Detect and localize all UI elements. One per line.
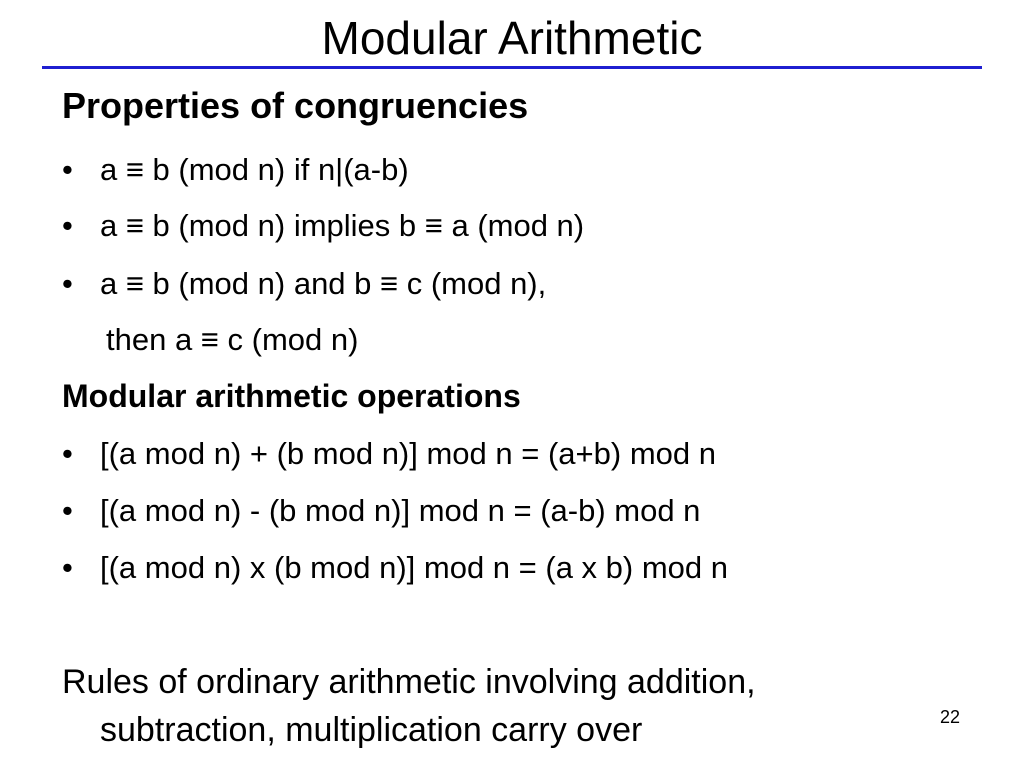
properties-item-2	[62, 206, 584, 246]
operations-heading: Modular arithmetic operations	[62, 378, 521, 414]
properties-item-3	[62, 264, 546, 304]
operations-item-1	[62, 434, 716, 474]
rules-text-line-2: subtraction, multiplication carry over	[100, 711, 643, 749]
properties-item-3-continuation: then a ≡ c (mod n)	[106, 322, 359, 357]
operations-item-2	[62, 491, 700, 531]
properties-item-3-text: a ≡ b (mod n) and b ≡ c (mod n),	[100, 266, 547, 301]
bullet-icon: •	[62, 493, 73, 528]
page-number: 22	[940, 707, 961, 727]
slide-title: Modular Arithmetic	[321, 12, 703, 64]
bullet-icon: •	[62, 436, 73, 471]
rules-text-line-1: Rules of ordinary arithmetic involving addition,	[62, 663, 756, 701]
properties-item-2-text: a ≡ b (mod n) implies b ≡ a (mod n)	[100, 208, 585, 243]
operations-item-3-text: [(a mod n) x (b mod n)] mod n = (a x b) mod n	[100, 550, 728, 585]
bullet-icon: •	[62, 208, 73, 243]
properties-item-1-text: a ≡ b (mod n) if n|(a-b)	[100, 152, 409, 187]
bullet-icon: •	[62, 266, 73, 301]
properties-item-1	[62, 150, 409, 190]
bullet-icon: •	[62, 152, 73, 187]
operations-item-3	[62, 548, 728, 588]
operations-item-1-text: [(a mod n) + (b mod n)] mod n = (a+b) mod n	[100, 436, 716, 471]
bullet-icon: •	[62, 550, 73, 585]
operations-item-2-text: [(a mod n) - (b mod n)] mod n = (a-b) mod n	[100, 493, 701, 528]
title-underline	[42, 66, 982, 69]
properties-heading: Properties of congruencies	[62, 85, 529, 126]
